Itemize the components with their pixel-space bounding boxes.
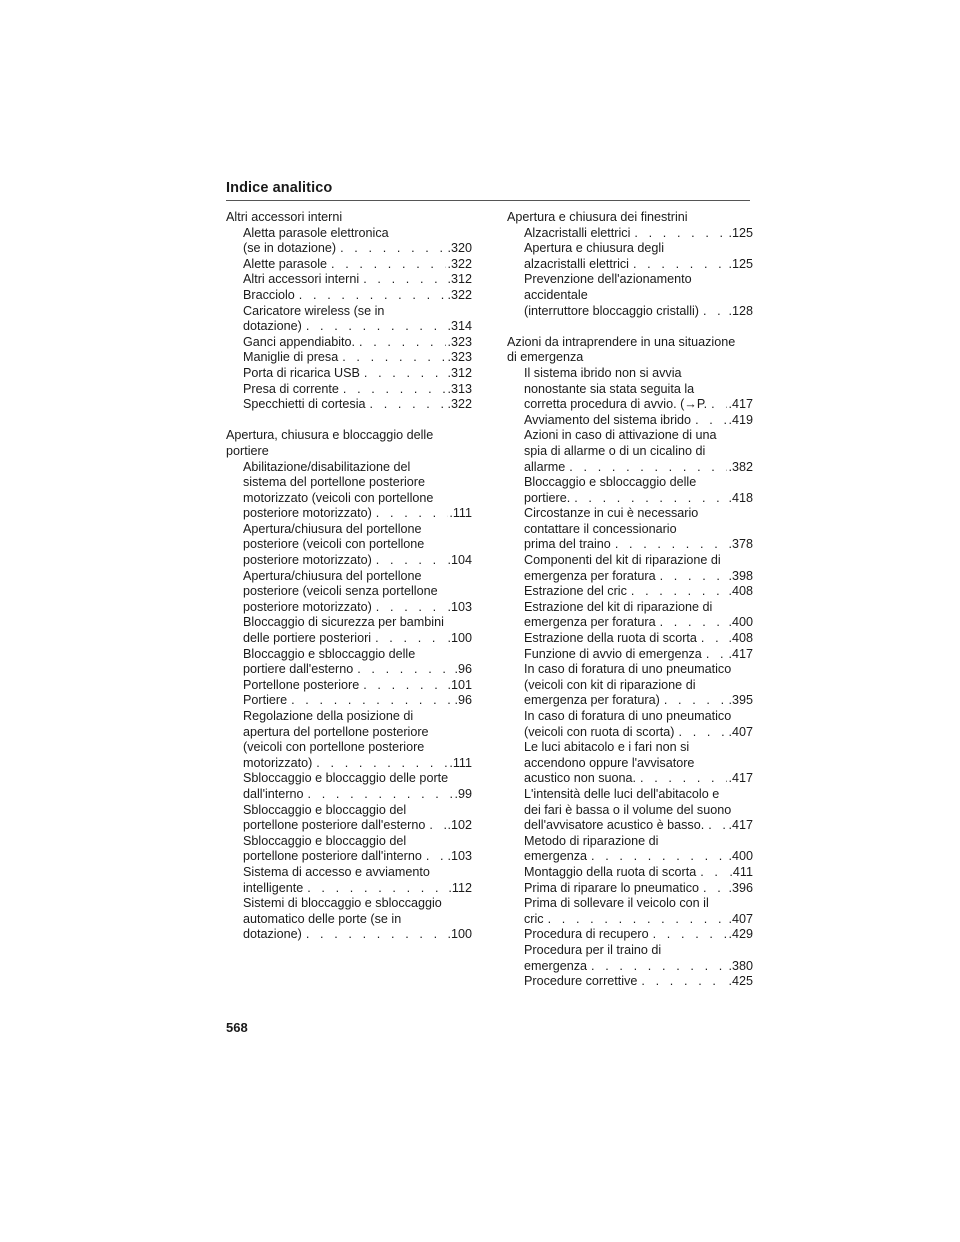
index-entry-text: Portellone posteriore <box>243 677 360 692</box>
index-entry <box>226 288 472 304</box>
index-entry-line: Apertura e chiusura degli <box>524 241 665 256</box>
index-entry-leader-line <box>243 257 472 273</box>
index-entry-text: dell'avvisatore acustico è basso. <box>524 818 705 833</box>
index-page-ref[interactable]: .417 <box>728 818 753 833</box>
index-page-ref[interactable]: .323 <box>447 350 472 365</box>
index-page-ref[interactable]: .96 <box>454 693 472 708</box>
index-page-ref[interactable]: .429 <box>728 927 753 942</box>
index-entry-leader-line <box>524 615 753 631</box>
index-entry-text: Prima di riparare lo pneumatico <box>524 880 699 895</box>
index-entry <box>226 803 472 834</box>
index-page-ref[interactable]: .111 <box>449 755 472 770</box>
leader-dots <box>696 865 728 881</box>
index-entry <box>226 397 472 413</box>
index-entry-text: dotazione) <box>243 927 302 942</box>
index-entry-line: In caso di foratura di uno pneumatico <box>524 662 732 677</box>
index-group-title: Apertura e chiusura dei finestrini <box>507 210 688 224</box>
index-entry-leader-line <box>524 584 753 600</box>
leader-dots <box>304 787 454 803</box>
index-entry-line: dei fari è bassa o il volume del suono <box>524 802 732 817</box>
index-entry-line: Aletta parasole elettronica <box>243 225 389 240</box>
index-entry-line: (veicoli con kit di riparazione di <box>524 677 696 692</box>
page-header <box>226 180 750 201</box>
index-entry-text: (veicoli con ruota di scorta) <box>524 724 675 739</box>
index-page-ref[interactable]: .395 <box>728 693 753 708</box>
leader-dots <box>327 257 446 273</box>
index-entry <box>226 834 472 865</box>
index-column-left <box>226 210 472 959</box>
index-entry-text: Estrazione della ruota di scorta <box>524 631 697 646</box>
index-entry-text: Ganci appendiabito. <box>243 334 356 349</box>
leader-dots <box>372 553 447 569</box>
index-entry-text: Procedure correttive <box>524 974 638 989</box>
index-entry-leader-line <box>243 927 472 943</box>
index-entry-text: acustico non suona. <box>524 771 637 786</box>
index-entry-line: (veicoli con portellone posteriore <box>243 740 425 755</box>
index-page-ref[interactable]: .112 <box>448 880 472 895</box>
index-entry-leader-line <box>524 974 753 990</box>
index-entry-leader-line <box>524 849 753 865</box>
index-page-ref[interactable]: .411 <box>729 864 753 879</box>
index-group <box>507 335 753 990</box>
leader-dots <box>295 288 447 304</box>
index-entry-leader-line <box>243 662 472 678</box>
index-entry-text: emergenza per foratura) <box>524 693 660 708</box>
leader-dots <box>565 460 727 476</box>
index-entry-leader-line <box>524 569 753 585</box>
index-entry-leader-line <box>524 537 753 553</box>
index-page-ref[interactable]: .400 <box>728 615 753 630</box>
index-entry-text: portiere. <box>524 490 571 505</box>
index-group-title: Azioni da intraprendere in una situazione <box>507 334 736 349</box>
index-page-ref[interactable]: .408 <box>728 584 753 599</box>
index-entry <box>507 881 753 897</box>
index-entry-text: Avviamento del sistema ibrido <box>524 412 692 427</box>
leader-dots <box>339 382 447 398</box>
leader-dots <box>302 319 447 335</box>
index-entry-line: Procedura per il traino di <box>524 942 662 957</box>
index-entry-text: Maniglie di presa <box>243 350 339 365</box>
index-group <box>226 428 472 943</box>
index-entry-line: Le luci abitacolo e i fari non si <box>524 740 690 755</box>
index-page-ref[interactable]: .100 <box>447 631 472 646</box>
index-page-ref[interactable]: .111 <box>449 506 472 521</box>
index-entry-line: Sistema di accesso e avviamento <box>243 864 430 879</box>
index-entry-line: Metodo di riparazione di <box>524 833 659 848</box>
index-entry-line: Prevenzione dell'azionamento <box>524 272 692 287</box>
index-entry-text: Procedura di recupero <box>524 927 649 942</box>
index-entry-leader-line <box>243 553 472 569</box>
index-entry-text: Alette parasole <box>243 256 328 271</box>
index-page-ref[interactable]: .380 <box>728 958 753 973</box>
index-entry-text: emergenza per foratura <box>524 568 656 583</box>
index-entry-leader-line <box>243 397 472 413</box>
index-entry-text: Specchietti di cortesia <box>243 397 366 412</box>
index-entry-leader-line <box>524 693 753 709</box>
index-page-ref[interactable]: .382 <box>728 459 753 474</box>
leader-dots <box>699 304 728 320</box>
index-entry-text: portellone posteriore dall'esterno <box>243 818 426 833</box>
index-entry <box>507 506 753 553</box>
index-page-ref[interactable]: .322 <box>447 287 472 302</box>
index-entry-leader-line <box>524 865 753 881</box>
index-entry-text: Altri accessori interni <box>243 272 360 287</box>
index-entry-text: alzacristalli elettrici <box>524 256 629 271</box>
index-entry-line: Sistemi di bloccaggio e sbloccaggio <box>243 896 442 911</box>
index-page-ref[interactable]: .408 <box>728 631 753 646</box>
index-page-ref[interactable]: .322 <box>447 256 472 271</box>
index-entry-text: intelligente <box>243 880 304 895</box>
index-entry-leader-line <box>243 319 472 335</box>
index-entry-leader-line <box>243 678 472 694</box>
index-entry <box>507 553 753 584</box>
index-page-ref[interactable]: .103 <box>447 849 472 864</box>
index-page-ref[interactable]: .417 <box>728 397 753 412</box>
index-entry-leader-line <box>524 771 753 787</box>
index-page-ref[interactable]: .400 <box>728 849 753 864</box>
index-entry-text: Presa di corrente <box>243 381 339 396</box>
index-entry-leader-line <box>524 413 753 429</box>
index-group-title: portiere <box>226 443 269 458</box>
index-entry <box>226 304 472 335</box>
index-entry-leader-line <box>524 818 753 834</box>
index-entry-leader-line <box>243 335 472 351</box>
index-page-ref[interactable]: .104 <box>447 553 472 568</box>
leader-dots <box>649 927 728 943</box>
header-title: Indice analitico <box>226 180 333 196</box>
index-page-ref[interactable]: .417 <box>728 646 753 661</box>
index-page-ref[interactable]: .128 <box>728 303 753 318</box>
index-entry-text: Alzacristalli elettrici <box>524 225 631 240</box>
index-entry-line: Componenti del kit di riparazione di <box>524 553 721 568</box>
leader-dots <box>660 693 728 709</box>
index-entry-text: delle portiere posteriori <box>243 631 372 646</box>
leader-dots <box>422 849 447 865</box>
index-entry-line: accendono oppure l'avvisatore <box>524 755 695 770</box>
index-page-ref[interactable]: .103 <box>447 599 472 614</box>
leader-dots <box>627 584 728 600</box>
index-entry-leader-line <box>524 631 753 647</box>
index-entry-text: emergenza <box>524 849 588 864</box>
index-entry-text: Portiere <box>243 693 288 708</box>
index-entry-line: Azioni in caso di attivazione di una <box>524 428 717 443</box>
index-entry-leader-line <box>524 725 753 741</box>
index-entry-line: Regolazione della posizione di <box>243 709 414 723</box>
index-entry <box>507 226 753 242</box>
index-entry-leader-line <box>243 241 472 257</box>
page-number: 568 <box>226 1020 248 1035</box>
leader-dots <box>570 491 727 507</box>
index-page-ref[interactable]: .407 <box>728 911 753 926</box>
leader-dots <box>629 257 728 273</box>
index-entry-line: L'intensità delle luci dell'abitacolo e <box>524 786 720 801</box>
index-entry <box>507 740 753 787</box>
index-page-ref[interactable]: .398 <box>728 568 753 583</box>
leader-dots <box>656 615 728 631</box>
index-page-ref[interactable]: .419 <box>728 412 753 427</box>
index-entry-text: Montaggio della ruota di scorta <box>524 864 697 879</box>
index-entry <box>226 350 472 366</box>
index-entry-line: motorizzato (veicoli con portellone <box>243 490 434 505</box>
index-entry-text: Bracciolo <box>243 287 295 302</box>
index-entry-leader-line <box>243 756 472 772</box>
index-entry-line: Bloccaggio di sicurezza per bambini <box>243 615 444 630</box>
index-page-ref[interactable]: .396 <box>728 880 753 895</box>
index-entry <box>507 974 753 990</box>
index-entry-line: sistema del portellone posteriore <box>243 475 426 490</box>
index-page-ref[interactable]: .125 <box>728 225 753 240</box>
index-entry-leader-line <box>524 257 753 273</box>
index-entry-leader-line <box>243 600 472 616</box>
leader-dots <box>359 272 446 288</box>
index-entry-line: In caso di foratura di uno pneumatico <box>524 709 732 723</box>
index-entry-leader-line <box>243 506 472 522</box>
leader-dots <box>372 506 449 522</box>
index-entry-text: dotazione) <box>243 319 302 334</box>
index-entry <box>226 647 472 678</box>
index-entry <box>507 927 753 943</box>
index-entry-leader-line <box>243 787 472 803</box>
leader-dots <box>587 849 727 865</box>
index-entry-leader-line <box>524 304 753 320</box>
index-entry-leader-line <box>524 491 753 507</box>
index-entry-leader-line <box>243 366 472 382</box>
index-entry-text: cric <box>524 911 544 926</box>
index-entry <box>226 366 472 382</box>
index-entry-line: Bloccaggio e sbloccaggio delle <box>524 475 697 490</box>
index-entry-line: posteriore (veicoli senza portellone <box>243 584 438 599</box>
index-page-ref[interactable]: .101 <box>447 677 472 692</box>
index-entry-text: Porta di ricarica USB <box>243 365 360 380</box>
leader-dots <box>697 631 728 647</box>
leader-dots <box>359 678 446 694</box>
leader-dots <box>312 756 448 772</box>
leader-dots <box>372 600 447 616</box>
index-entry-leader-line <box>524 927 753 943</box>
index-entry-leader-line <box>243 272 472 288</box>
index-entry-leader-line <box>524 226 753 242</box>
index-entry-line: automatico delle porte (se in <box>243 911 402 926</box>
index-entry <box>226 272 472 288</box>
index-entry-leader-line <box>243 350 472 366</box>
index-entry <box>226 569 472 616</box>
index-entry <box>507 413 753 429</box>
index-page-ref[interactable]: .425 <box>728 974 753 989</box>
index-entry-line: Bloccaggio e sbloccaggio delle <box>243 646 416 661</box>
leader-dots <box>630 226 727 242</box>
index-entry <box>507 834 753 865</box>
index-entry-leader-line <box>243 881 472 897</box>
index-page-ref[interactable]: .313 <box>447 381 472 396</box>
index-entry <box>507 943 753 974</box>
index-entry-line: Apertura/chiusura del portellone <box>243 521 422 536</box>
index-entry-text: posteriore motorizzato) <box>243 506 372 521</box>
index-entry-text: Funzione di avvio di emergenza <box>524 646 702 661</box>
index-group-title: Apertura, chiusura e bloccaggio delle <box>226 428 434 443</box>
index-group <box>507 210 753 319</box>
index-entry <box>226 382 472 398</box>
index-entry <box>507 662 753 709</box>
index-entry <box>507 865 753 881</box>
index-entry-text: portiere dall'esterno <box>243 662 354 677</box>
index-page-ref[interactable]: .100 <box>447 927 472 942</box>
index-entry-text: allarme <box>524 459 566 474</box>
index-page-ref[interactable]: .312 <box>447 272 472 287</box>
index-entry <box>226 709 472 771</box>
index-entry <box>226 678 472 694</box>
index-entry-line: spia di allarme o di un cicalino di <box>524 443 706 458</box>
index-entry <box>226 226 472 257</box>
leader-dots <box>371 631 446 647</box>
leader-dots <box>704 818 727 834</box>
leader-dots <box>636 771 727 787</box>
index-entry-line: Sbloccaggio e bloccaggio del <box>243 802 407 817</box>
index-entry-line: Sbloccaggio e bloccaggio delle porte <box>243 771 449 786</box>
index-entry <box>226 771 472 802</box>
index-group-title: di emergenza <box>507 350 584 365</box>
index-group <box>226 210 472 413</box>
index-entry-text: Estrazione del cric <box>524 584 627 599</box>
index-entry-leader-line <box>524 881 753 897</box>
index-column-right <box>507 210 753 1005</box>
index-entry <box>226 865 472 896</box>
index-entry-line: nonostante sia stata seguita la <box>524 381 695 396</box>
index-page-ref[interactable]: .96 <box>454 662 472 677</box>
index-entry <box>507 428 753 475</box>
index-entry <box>226 460 472 522</box>
index-entry-text: emergenza per foratura <box>524 615 656 630</box>
index-entry-line: Il sistema ibrido non si avvia <box>524 365 682 380</box>
index-entry-text: prima del traino <box>524 537 611 552</box>
index-entry <box>226 335 472 351</box>
leader-dots <box>425 818 446 834</box>
index-entry-text: dall'interno <box>243 786 304 801</box>
index-entry <box>507 366 753 413</box>
leader-dots <box>360 366 447 382</box>
index-entry-leader-line <box>243 849 472 865</box>
index-group-title: Altri accessori interni <box>226 210 343 224</box>
index-entry-text: posteriore motorizzato) <box>243 599 372 614</box>
leader-dots <box>702 647 728 663</box>
index-entry-line: Abilitazione/disabilitazione del <box>243 459 411 474</box>
index-entry <box>507 896 753 927</box>
index-page-ref[interactable]: .320 <box>447 241 472 256</box>
index-entry <box>226 257 472 273</box>
index-page-ref[interactable]: .322 <box>447 397 472 412</box>
index-entry-leader-line <box>524 647 753 663</box>
index-entry-leader-line <box>243 818 472 834</box>
index-entry <box>507 584 753 600</box>
index-entry <box>507 709 753 740</box>
index-page-ref[interactable]: .323 <box>447 334 472 349</box>
leader-dots <box>699 881 727 897</box>
index-page-ref[interactable]: .418 <box>728 490 753 505</box>
index-entry-line: Estrazione del kit di riparazione di <box>524 599 713 614</box>
index-entry-leader-line <box>243 382 472 398</box>
index-entry-line: posteriore (veicoli con portellone <box>243 537 425 552</box>
index-entry-line: contattare il concessionario <box>524 521 677 536</box>
index-page-ref[interactable]: .102 <box>447 818 472 833</box>
index-page-ref[interactable]: .314 <box>447 319 472 334</box>
leader-dots <box>611 537 728 553</box>
index-entry-text: emergenza <box>524 958 588 973</box>
index-entry-line: Prima di sollevare il veicolo con il <box>524 896 709 911</box>
leader-dots <box>303 881 447 897</box>
leader-dots <box>637 974 727 990</box>
index-entry-leader-line <box>243 693 472 709</box>
index-entry-text: posteriore motorizzato) <box>243 553 372 568</box>
index-entry-leader-line <box>524 959 753 975</box>
index-entry <box>226 615 472 646</box>
index-entry <box>507 475 753 506</box>
index-entry <box>507 631 753 647</box>
leader-dots <box>656 569 728 585</box>
index-entry-line: Caricatore wireless (se in <box>243 303 385 318</box>
index-entry <box>226 522 472 569</box>
index-entry-leader-line <box>524 460 753 476</box>
index-entry-line: Apertura/chiusura del portellone <box>243 568 422 583</box>
index-page-ref[interactable]: .125 <box>728 256 753 271</box>
index-page-ref[interactable]: .378 <box>728 537 753 552</box>
leader-dots <box>544 912 728 928</box>
index-entry-line: apertura del portellone posteriore <box>243 724 429 739</box>
index-entry-text: (interruttore bloccaggio cristalli) <box>524 303 699 318</box>
index-entry-leader-line <box>243 631 472 647</box>
index-page-ref[interactable]: .417 <box>728 771 753 786</box>
leader-dots <box>353 662 453 678</box>
leader-dots <box>707 397 727 413</box>
leader-dots <box>675 725 728 741</box>
index-entry <box>507 600 753 631</box>
index-entry <box>507 241 753 272</box>
index-entry-text: portellone posteriore dall'interno <box>243 849 422 864</box>
index-entry-text: corretta procedura di avvio. (→P. <box>524 397 708 412</box>
index-entry-text: (se in dotazione) <box>243 241 337 256</box>
leader-dots <box>336 241 446 257</box>
leader-dots <box>287 693 453 709</box>
index-entry-leader-line <box>524 912 753 928</box>
leader-dots <box>302 927 447 943</box>
index-entry-leader-line <box>524 397 753 413</box>
index-page-ref[interactable]: .312 <box>447 365 472 380</box>
index-page-ref[interactable]: .99 <box>454 786 472 801</box>
index-entry-line: accidentale <box>524 287 588 302</box>
leader-dots <box>355 335 446 351</box>
index-entry <box>507 647 753 663</box>
leader-dots <box>587 959 727 975</box>
index-entry-leader-line <box>243 288 472 304</box>
index-entry <box>226 896 472 943</box>
index-page-ref[interactable]: .407 <box>728 724 753 739</box>
leader-dots <box>691 413 727 429</box>
index-entry <box>507 272 753 319</box>
index-entry <box>226 693 472 709</box>
index-entry-text: motorizzato) <box>243 755 313 770</box>
index-entry-line: Circostanze in cui è necessario <box>524 506 699 521</box>
index-entry-line: Sbloccaggio e bloccaggio del <box>243 833 407 848</box>
index-entry <box>507 787 753 834</box>
leader-dots <box>338 350 446 366</box>
leader-dots <box>366 397 447 413</box>
